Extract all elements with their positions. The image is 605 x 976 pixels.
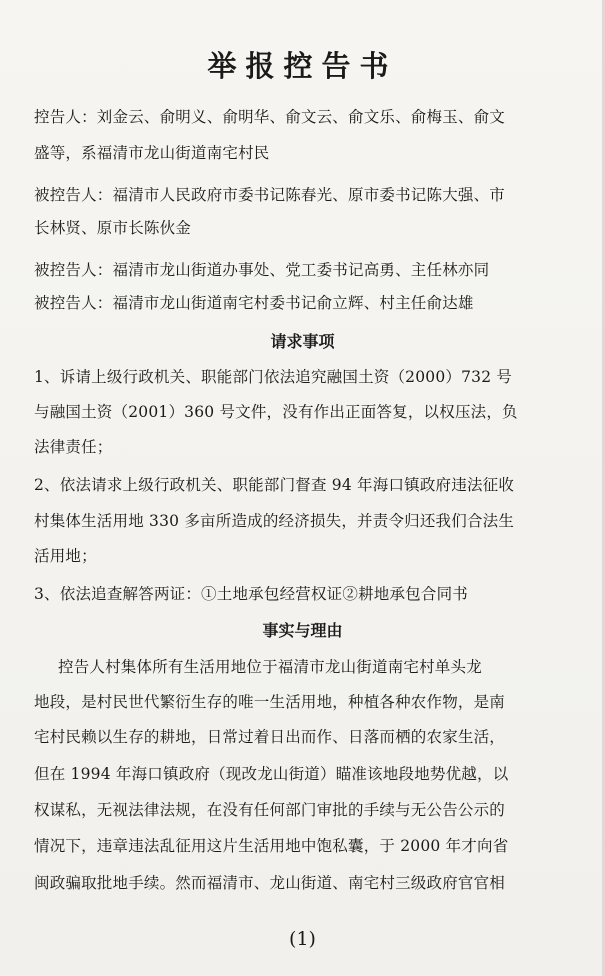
facts-line-5: 权谋私，无视法律法规，在没有任何部门审批的手续与无公告公示的 xyxy=(34,801,506,819)
request-2-line-2: 村集体生活用地 330 多亩所造成的经济损失，并责令归还我们合法生 xyxy=(34,512,515,530)
accused-1-line-2: 长林贤、原市长陈伙金 xyxy=(34,219,192,237)
accusers-line-2: 盛等，系福清市龙山街道南宅村民 xyxy=(34,144,270,162)
facts-line-3: 宅村民赖以生存的耕地，日常过着日出而作、日落而栖的农家生活， xyxy=(34,728,506,746)
facts-line-1: 控告人村集体所有生活用地位于福清市龙山街道南宅村单头龙 xyxy=(58,658,482,676)
document-title: 举报控告书 xyxy=(207,49,398,83)
accused-3-line: 被控告人：福清市龙山街道南宅村委书记俞立辉、村主任俞达雄 xyxy=(34,294,474,312)
request-1-line-1: 1、诉请上级行政机关、职能部门依法追究融国土资（2000）732 号 xyxy=(34,368,513,386)
facts-line-2: 地段，是村民世代繁衍生存的唯一生活用地，种植各种农作物，是南 xyxy=(34,693,506,711)
request-3-line: 3、依法追查解答两证：①土地承包经营权证②耕地承包合同书 xyxy=(34,585,468,603)
accused-1-line-1: 被控告人：福清市人民政府市委书记陈春光、原市委书记陈大强、市 xyxy=(34,186,506,204)
request-1-line-2: 与融国土资（2001）360 号文件，没有作出正面答复，以权压法，负 xyxy=(34,403,518,421)
page-number: (1) xyxy=(289,928,316,950)
accusers-line-1: 控告人：刘金云、俞明义、俞明华、俞文云、俞文乐、俞梅玉、俞文 xyxy=(34,108,506,126)
request-1-line-3: 法律责任； xyxy=(34,438,113,456)
accused-2-line: 被控告人：福清市龙山街道办事处、党工委书记高勇、主任林亦同 xyxy=(34,261,490,279)
facts-line-7: 闽政骗取批地手续。然而福清市、龙山街道、南宅村三级政府官官相 xyxy=(34,874,506,892)
facts-heading: 事实与理由 xyxy=(262,621,343,640)
facts-line-4: 但在 1994 年海口镇政府（现改龙山街道）瞄准该地段地势优越，以 xyxy=(34,765,509,783)
request-2-line-3: 活用地； xyxy=(34,547,97,565)
request-2-line-1: 2、依法请求上级行政机关、职能部门督查 94 年海口镇政府违法征收 xyxy=(34,476,515,494)
requests-heading: 请求事项 xyxy=(270,332,335,351)
facts-line-6: 情况下，违章违法乱征用这片生活用地中饱私囊，于 2000 年才向省 xyxy=(34,837,509,855)
